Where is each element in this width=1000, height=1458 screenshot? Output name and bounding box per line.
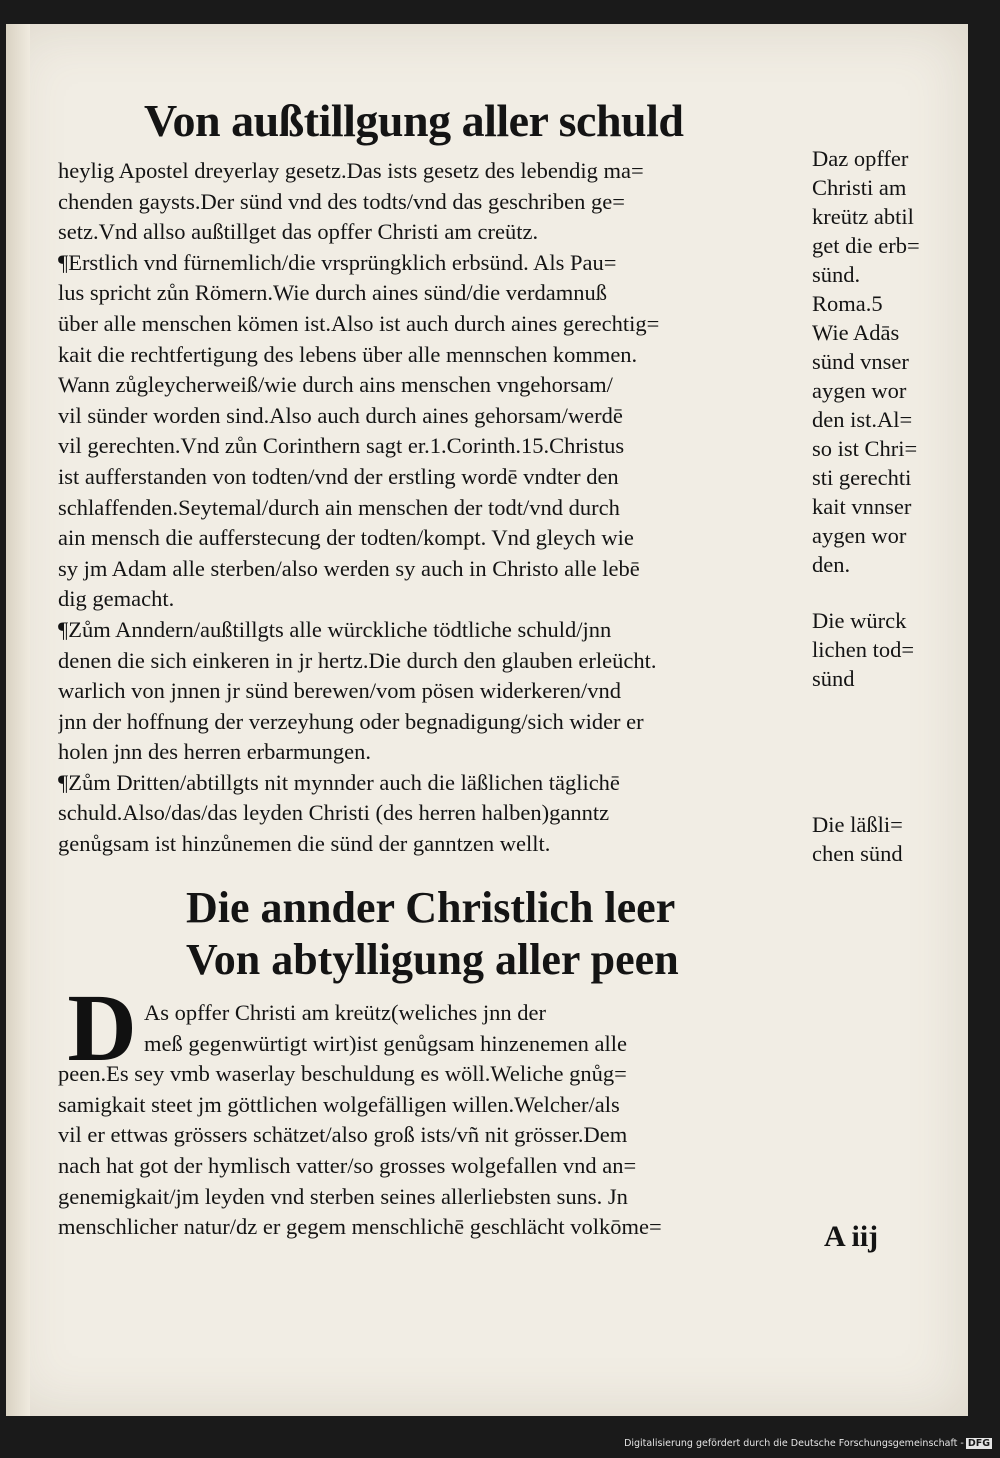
text-line: schuld.Also/das/das leyden Christi (des herren halben)ganntz xyxy=(58,800,610,826)
text-line: warlich von jnnen jr sünd berewen/vom pösen widerkeren/vnd xyxy=(58,678,621,704)
page-gutter xyxy=(6,24,30,1416)
marginal-line: lichen tod= xyxy=(812,637,915,662)
section-2-title-line-1: Die annder Christlich leer xyxy=(186,883,676,932)
marginal-line: get die erb= xyxy=(812,233,920,258)
text-line: vil gerechten.Vnd zůn Corinthern sagt er.1.Corinth.15.Christus xyxy=(58,433,625,459)
text-line: lus spricht zůn Römern.Wie durch aines sünd/die verdamnuß xyxy=(58,280,607,306)
text-line: dig gemacht. xyxy=(58,586,175,612)
marginal-line: sti gerechti xyxy=(812,465,912,490)
text-line: ¶Zům Anndern/außtillgts alle würckliche tödtliche schuld/jnn xyxy=(58,616,612,642)
text-line: As opffer Christi am kreütz(weliches jnn der xyxy=(144,1000,546,1025)
text-line: ¶Erstlich vnd fürnemlich/die vrsprüngklich erbsünd. Als Pau= xyxy=(58,249,617,275)
text-line: genůgsam ist hinzůnemen die sünd der ganntzen wellt. xyxy=(58,831,551,857)
marginal-line: sünd vnser xyxy=(812,349,909,374)
digitization-credit xyxy=(624,1438,992,1449)
text-line: menschlicher natur/dz er gegem menschlichē geschlächt volkōme= xyxy=(58,1214,662,1240)
marginal-line: kreütz abtil xyxy=(812,204,914,229)
text-line: denen die sich einkeren in jr hertz.Die durch den glauben erleücht. xyxy=(58,647,657,673)
marginal-line: Die läßli= xyxy=(812,812,903,837)
marginal-line: Roma.5 xyxy=(812,291,883,316)
text-line: Wann zůgleycherweiß/wie durch ains menschen vngehorsam/ xyxy=(58,372,613,398)
text-line: heylig Apostel dreyerlay gesetz.Das ists gesetz des lebendig ma= xyxy=(58,158,644,183)
marginal-line: sünd. xyxy=(812,262,861,287)
text-line: sy jm Adam alle sterben/also werden sy auch in Christo alle lebē xyxy=(58,555,640,581)
text-line: ¶Zům Dritten/abtillgts nit mynnder auch die läßlichen täglichē xyxy=(58,769,620,795)
text-line: ist aufferstanden von todten/vnd der erstling wordē vndter den xyxy=(58,463,619,489)
text-line: vil sünder worden sind.Also auch durch aines gehorsam/werdē xyxy=(58,402,623,428)
book-page xyxy=(6,24,968,1416)
text-line: samigkait steet jm göttlichen wolgefälligen willen.Welcher/als xyxy=(58,1091,620,1117)
marginal-line: Die würck xyxy=(812,608,907,633)
text-line: setz.Vnd allso außtillget das opffer Christi am creütz. xyxy=(58,219,539,245)
text-line: peen.Es sey vmb waserlay beschuldung es wöll.Weliche gnůg= xyxy=(58,1061,627,1087)
text-line: über alle menschen kömen ist.Also ist auch durch aines gerechtig= xyxy=(58,310,660,336)
text-line: jnn der hoffnung der verzeyhung oder begnadigung/sich wider er xyxy=(58,708,644,734)
text-line: holen jnn des herren erbarmungen. xyxy=(58,739,372,765)
text-line: ain mensch die aufferstecung der todten/kompt. Vnd gleych wie xyxy=(58,525,634,551)
text-line: schlaffenden.Seytemal/durch ain menschen der todt/vnd durch xyxy=(58,494,620,520)
signature-mark: A iij xyxy=(824,1220,879,1253)
marginal-note-2 xyxy=(812,606,962,693)
marginal-line: den. xyxy=(812,552,851,577)
decorated-initial: D xyxy=(67,974,137,1081)
marginal-line: sünd xyxy=(812,666,855,691)
text-line: genemigkait/jm leyden vnd sterben seines allerliebsten suns. Jn xyxy=(58,1183,628,1209)
marginal-line: Wie Adās xyxy=(812,320,900,345)
section-2-title-line-2: Von abtylligung aller peen xyxy=(186,935,679,984)
marginal-line: aygen wor xyxy=(812,378,907,403)
marginal-line: den ist.Al= xyxy=(812,407,913,432)
text-line: vil er ettwas grössers schätzet/also groß ists/vñ nit grösser.Dem xyxy=(58,1122,628,1148)
credit-text: Digitalisierung gefördert durch die Deutsche Forschungsgemeinschaft - xyxy=(624,1438,964,1449)
marginal-line: Christi am xyxy=(812,175,907,200)
section-1-text xyxy=(58,156,798,860)
text-line: kait die rechtfertigung des lebens über alle mennschen kommen. xyxy=(58,341,638,367)
marginal-line: chen sünd xyxy=(812,841,903,866)
text-line: meß gegenwürtigt wirt)ist genůgsam hinzenemen alle xyxy=(144,1030,627,1056)
text-line: chenden gaysts.Der sünd vnd des todts/vnd das geschriben ge= xyxy=(58,188,625,214)
running-head: Von außtillgung aller schuld xyxy=(144,95,684,146)
marginal-note-1 xyxy=(812,144,962,579)
marginal-note-3 xyxy=(812,810,962,868)
text-line: nach hat got der hymlisch vatter/so grosses wolgefallen vnd an= xyxy=(58,1152,637,1178)
marginal-line: so ist Chri= xyxy=(812,436,918,461)
marginal-line: aygen wor xyxy=(812,523,907,548)
marginal-line: kait vnnser xyxy=(812,494,912,519)
dfg-logo: DFG xyxy=(967,1438,990,1449)
section-2-text xyxy=(58,998,798,1243)
marginal-line: Daz opffer xyxy=(812,146,909,171)
